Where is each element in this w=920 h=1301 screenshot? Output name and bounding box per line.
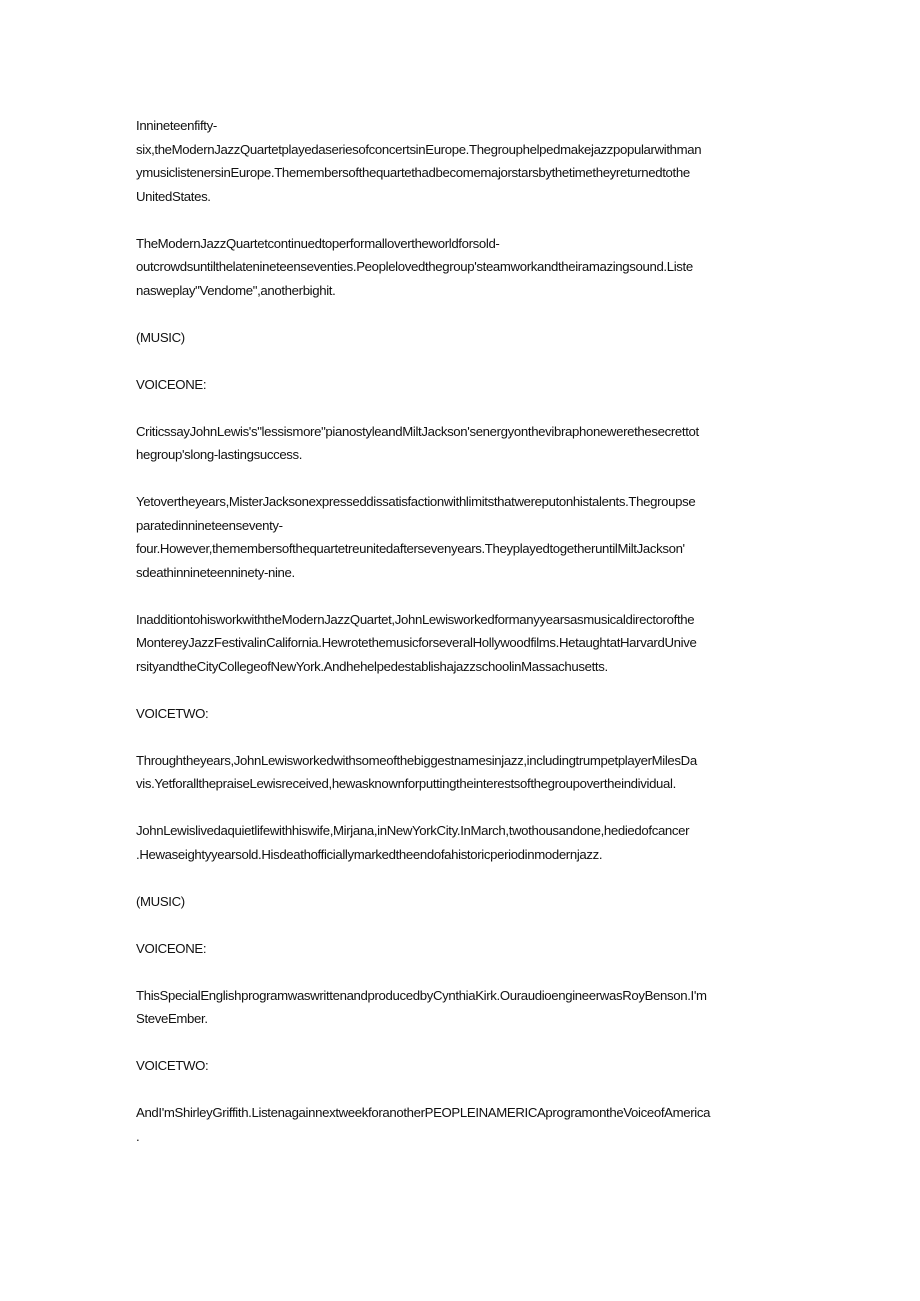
text-line: Yetovertheyears,MisterJacksonexpresseddissatisfactionwithlimitsthatwereputonhistalents.Thegroupse xyxy=(136,494,696,509)
text-line: vis.YetforallthepraiseLewisreceived,hewasknownforputtingtheinterestsofthegroupovertheindividual. xyxy=(136,776,676,791)
text-line: ThisSpecialEnglishprogramwaswrittenandproducedbyCynthiaKirk.OuraudioengineerwasRoyBenson.I'm xyxy=(136,987,707,1003)
text-line: outcrowdsuntilthelatenineteenseventies.Peoplelovedthegroup'steamworkandtheiramazingsound.Liste xyxy=(136,259,693,274)
paragraph xyxy=(136,1054,784,1078)
text-line: (MUSIC) xyxy=(136,893,185,909)
paragraph xyxy=(136,984,784,1031)
text-line: MontereyJazzFestivalinCalifornia.HewrotethemusicforseveralHollywoodfilms.HetaughtatHarvardUnive xyxy=(136,635,697,650)
paragraph xyxy=(136,420,784,467)
paragraph xyxy=(136,114,784,208)
text-line: UnitedStates. xyxy=(136,188,211,204)
text-line: InadditiontohisworkwiththeModernJazzQuartet,JohnLewisworkedformanyyearsasmusicaldirectorofthe xyxy=(136,611,695,627)
text-line: VOICEONE: xyxy=(136,940,207,956)
paragraph xyxy=(136,749,784,796)
paragraph xyxy=(136,702,784,726)
paragraph xyxy=(136,937,784,961)
paragraph xyxy=(136,373,784,397)
text-line: ymusiclistenersinEurope.Themembersofthequartethadbecomemajorstarsbythetimetheyreturnedtothe xyxy=(136,165,690,180)
text-line: CriticssayJohnLewis's"lessismore"pianostyleandMiltJackson'senergyonthevibraphonewerethesecrettot xyxy=(136,423,699,439)
text-line: VOICETWO: xyxy=(136,705,209,721)
text-line: four.However,themembersofthequartetreunitedaftersevenyears.TheyplayedtogetheruntilMiltJackson' xyxy=(136,541,685,556)
text-line: paratedinnineteenseventy- xyxy=(136,517,283,533)
text-line: . xyxy=(136,1128,140,1144)
text-line: VOICETWO: xyxy=(136,1058,209,1073)
text-line: SteveEmber. xyxy=(136,1011,208,1026)
text-line: AndI'mShirleyGriffith.ListenagainnextweekforanotherPEOPLEINAMERICAprogramontheVoiceofAmerica xyxy=(136,1105,711,1120)
text-line: VOICEONE: xyxy=(136,376,207,392)
text-line: hegroup'slong-lastingsuccess. xyxy=(136,447,303,462)
text-line: sdeathinnineteenninety-nine. xyxy=(136,564,295,580)
paragraph xyxy=(136,819,784,866)
paragraph xyxy=(136,1101,784,1148)
text-line: JohnLewislivedaquietlifewithhiswife,Mirjana,inNewYorkCity.InMarch,twothousandone,hediedofcancer xyxy=(136,823,690,838)
paragraph xyxy=(136,326,784,350)
text-line: Throughtheyears,JohnLewisworkedwithsomeofthebiggestnamesinjazz,includingtrumpetplayerMilesDa xyxy=(136,752,697,768)
text-line: six,theModernJazzQuartetplayedaseriesofconcertsinEurope.Thegrouphelpedmakejazzpopularwithman xyxy=(136,141,702,157)
paragraph xyxy=(136,232,784,303)
paragraph xyxy=(136,890,784,914)
text-line: .Hewaseightyyearsold.Hisdeathofficiallymarkedtheendofahistoricperiodinmodernjazz. xyxy=(136,846,603,862)
paragraph xyxy=(136,490,784,584)
text-line: rsityandtheCityCollegeofNewYork.AndhehelpedestablishajazzschoolinMassachusetts. xyxy=(136,658,608,674)
text-line: Innineteenfifty- xyxy=(136,118,217,133)
paragraph xyxy=(136,608,784,679)
document-body xyxy=(136,114,784,1172)
text-line: (MUSIC) xyxy=(136,329,185,345)
text-line: TheModernJazzQuartetcontinuedtoperformallovertheworldforsold- xyxy=(136,235,500,251)
text-line: nasweplay"Vendome",anotherbighit. xyxy=(136,282,336,298)
